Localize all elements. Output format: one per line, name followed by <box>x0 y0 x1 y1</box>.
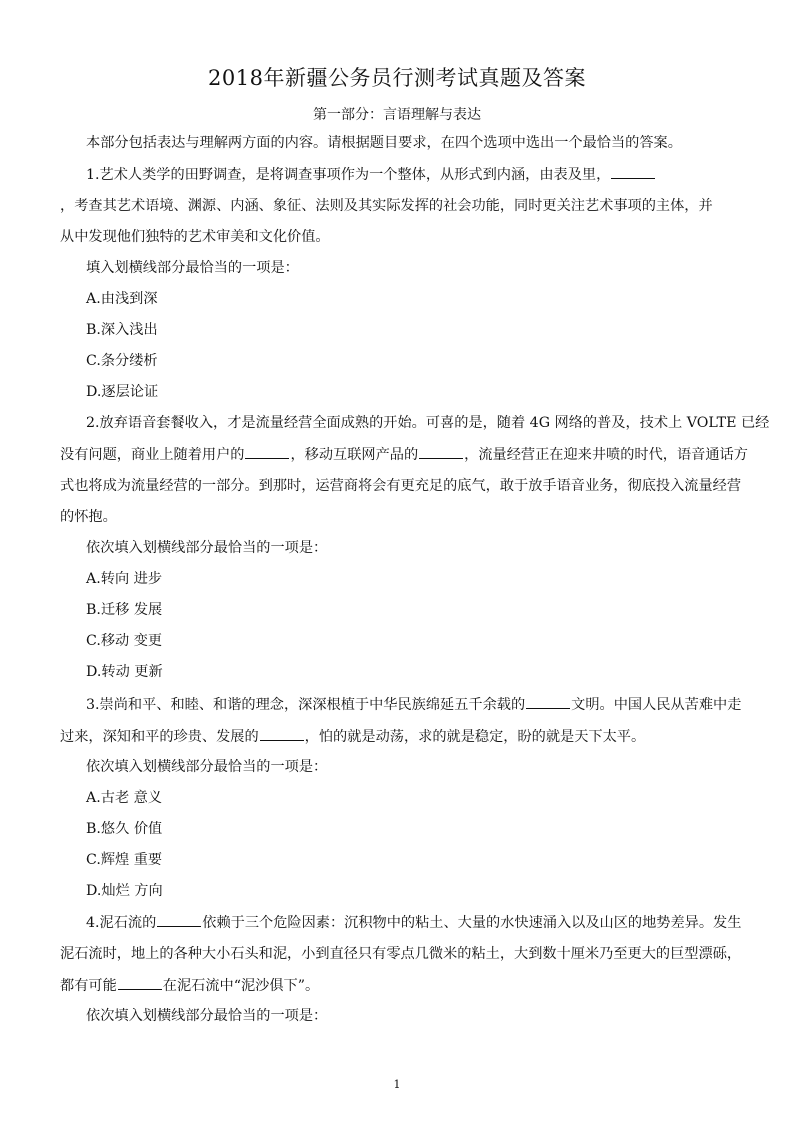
page-number: 1 <box>393 1078 401 1091</box>
blank <box>245 444 289 459</box>
q3-option-b: B.悠久 价值 <box>86 821 163 837</box>
q4-line-1: 4.泥石流的 依赖于三个危险因素：沉积物中的粘土、大量的水快速涌入以及山区的地势差异。发生 <box>86 912 741 933</box>
q2-line-2: 没有问题，商业上随着用户的 ，移动互联网产品的 ，流量经营正在迎来井喷的时代，语音通话方 <box>60 444 748 465</box>
blank <box>526 694 570 709</box>
intro-text: 本部分包括表达与理解两方面的内容。请根据题目要求，在四个选项中选出一个最恰当的答案。 <box>86 135 682 151</box>
q4-line-3: 都有可能 在泥石流中“泥沙俱下”。 <box>60 975 319 996</box>
q2-option-b: B.迁移 发展 <box>86 602 163 618</box>
page-title: 2018年新疆公务员行测考试真题及答案 <box>208 66 586 90</box>
q3-prompt: 依次填入划横线部分最恰当的一项是： <box>86 759 328 775</box>
q3-option-c: C.辉煌 重要 <box>86 852 163 868</box>
q2-option-a: A.转向 进步 <box>86 571 163 587</box>
q2-line-1: 2.放弃语音套餐收入，才是流量经营全面成熟的开始。可喜的是，随着 4G 网络的普及，技术上 VOLTE 已经 <box>86 415 770 431</box>
q1-option-c: C.条分缕析 <box>86 353 158 369</box>
blank <box>260 726 304 741</box>
q1-line-2: ，考查其艺术语境、渊源、内涵、象征、法则及其实际发挥的社会功能，同时更关注艺术事项的主体，并 <box>60 198 713 214</box>
q2-line-4: 的怀抱。 <box>60 509 117 525</box>
q3-line-1: 3.崇尚和平、和睦、和谐的理念，深深根植于中华民族绵延五千余载的 文明。中国人民从苦难中走 <box>86 694 741 715</box>
q1-option-d: D.逐层论证 <box>86 384 159 400</box>
blank <box>157 912 201 927</box>
blank <box>611 164 655 179</box>
q1-prompt: 填入划横线部分最恰当的一项是： <box>86 260 299 276</box>
blank <box>419 444 463 459</box>
q4-line-2: 泥石流时，地上的各种大小石头和泥，小到直径只有零点几微米的粘土，大到数十厘米乃至更大的巨型漂砾， <box>60 946 742 962</box>
q1-option-b: B.深入浅出 <box>86 322 158 338</box>
blank <box>118 975 162 990</box>
q2-option-c: C.移动 变更 <box>86 633 163 649</box>
q2-prompt: 依次填入划横线部分最恰当的一项是： <box>86 540 328 556</box>
section-heading: 第一部分：言语理解与表达 <box>313 107 481 123</box>
q3-option-a: A.古老 意义 <box>86 790 163 806</box>
q2-line-3: 式也将成为流量经营的一部分。到那时，运营商将会有更充足的底气，敢于放手语音业务，彻底投入流量经营 <box>60 478 742 494</box>
q1-option-a: A.由浅到深 <box>86 291 158 307</box>
q3-line-2: 过来，深知和平的珍贵、发展的 ，怕的就是动荡，求的就是稳定，盼的就是天下太平。 <box>60 726 645 747</box>
q1-line-1: 1.艺术人类学的田野调查，是将调查事项作为一个整体，从形式到内涵，由表及里， <box>86 164 656 185</box>
q1-line-3: 从中发现他们独特的艺术审美和文化价值。 <box>60 229 330 245</box>
q2-option-d: D.转动 更新 <box>86 664 163 680</box>
q3-option-d: D.灿烂 方向 <box>86 883 163 899</box>
q4-prompt: 依次填入划横线部分最恰当的一项是： <box>86 1008 328 1024</box>
